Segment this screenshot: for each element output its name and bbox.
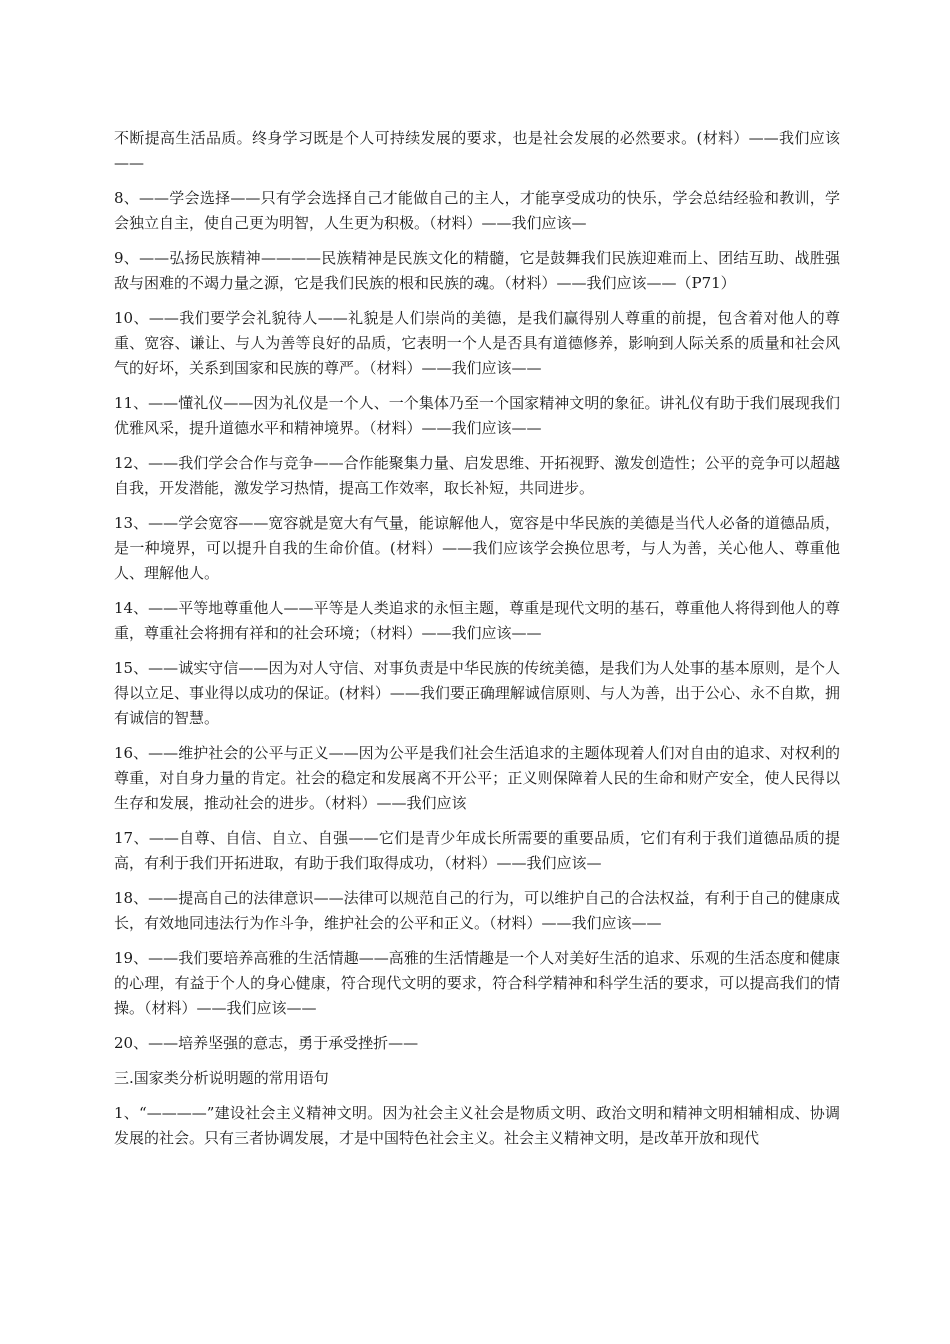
paragraph-item-8: 8、——学会选择——只有学会选择自己才能做自己的主人，才能享受成功的快乐，学会总结经验和教训，学会独立自主，使自己更为明智，人生更为积极。（材料）——我们应该— (114, 189, 840, 232)
paragraph-item-15: 15、——诚实守信——因为对人守信、对事负责是中华民族的传统美德，是我们为人处事的基本原则，是个人得以立足、事业得以成功的保证。(材料）——我们要正确理解诚信原则、与人为善，出于公心、永不自欺，拥有诚信的智慧。 (114, 659, 840, 727)
document-body (114, 126, 840, 1161)
paragraph-item-18: 18、——提高自己的法律意识——法律可以规范自己的行为，可以维护自己的合法权益，有利于自己的健康成长，有效地同违法行为作斗争，维护社会的公平和正义。（材料）——我们应该—— (114, 889, 840, 932)
paragraph-item-17: 17、——自尊、自信、自立、自强——它们是青少年成长所需要的重要品质，它们有利于我们道德品质的提高，有利于我们开拓进取，有助于我们取得成功，（材料）——我们应该— (114, 829, 840, 872)
section-heading: 三.国家类分析说明题的常用语句 (114, 1069, 329, 1087)
paragraph-item-19: 19、——我们要培养高雅的生活情趣——高雅的生活情趣是一个人对美好生活的追求、乐观的生活态度和健康的心理，有益于个人的身心健康，符合现代文明的要求，符合科学精神和科学生活的要求，可以提高我们的情操。（材料）——我们应该—— (114, 949, 840, 1017)
paragraph-item-13: 13、——学会宽容——宽容就是宽大有气量，能谅解他人，宽容是中华民族的美德是当代人必备的道德品质，是一种境界，可以提升自我的生命价值。(材料）——我们应该学会换位思考，与人为善，关心他人、尊重他人、理解他人。 (114, 514, 840, 582)
paragraph-item-11: 11、——懂礼仪——因为礼仪是一个人、一个集体乃至一个国家精神文明的象征。讲礼仪有助于我们展现我们优雅风采，提升道德水平和精神境界。（材料）——我们应该—— (114, 394, 840, 437)
paragraph-section3-item-1: 1、“————”建设社会主义精神文明。因为社会主义社会是物质文明、政治文明和精神文明相辅相成、协调发展的社会。只有三者协调发展，才是中国特色社会主义。社会主义精神文明，是改革开放和现代 (114, 1104, 840, 1147)
paragraph-continuation: 不断提高生活品质。终身学习既是个人可持续发展的要求，也是社会发展的必然要求。(材料）——我们应该—— (114, 129, 840, 172)
paragraph-item-9: 9、——弘扬民族精神————民族精神是民族文化的精髓，它是鼓舞我们民族迎难而上、团结互助、战胜强敌与困难的不竭力量之源，它是我们民族的根和民族的魂。（材料）——我们应该——（P71） (114, 249, 840, 292)
paragraph-item-16: 16、——维护社会的公平与正义——因为公平是我们社会生活追求的主题体现着人们对自由的追求、对权利的尊重，对自身力量的肯定。社会的稳定和发展离不开公平；正义则保障着人民的生命和财产安全，使人民得以生存和发展，推动社会的进步。（材料）——我们应该 (114, 744, 840, 812)
paragraph-item-14: 14、——平等地尊重他人——平等是人类追求的永恒主题，尊重是现代文明的基石，尊重他人将得到他人的尊重，尊重社会将拥有祥和的社会环境；（材料）——我们应该—— (114, 599, 840, 642)
paragraph-item-20: 20、——培养坚强的意志，勇于承受挫折—— (114, 1034, 419, 1052)
paragraph-item-10: 10、——我们要学会礼貌待人——礼貌是人们崇尚的美德，是我们赢得别人尊重的前提，包含着对他人的尊重、宽容、谦让、与人为善等良好的品质，它表明一个人是否具有道德修养，影响到人际关系的质量和社会风气的好坏，关系到国家和民族的尊严。（材料）——我们应该—— (114, 309, 840, 377)
paragraph-item-12: 12、——我们学会合作与竞争——合作能聚集力量、启发思维、开拓视野、激发创造性；公平的竞争可以超越自我，开发潜能，激发学习热情，提高工作效率，取长补短，共同进步。 (114, 454, 840, 497)
